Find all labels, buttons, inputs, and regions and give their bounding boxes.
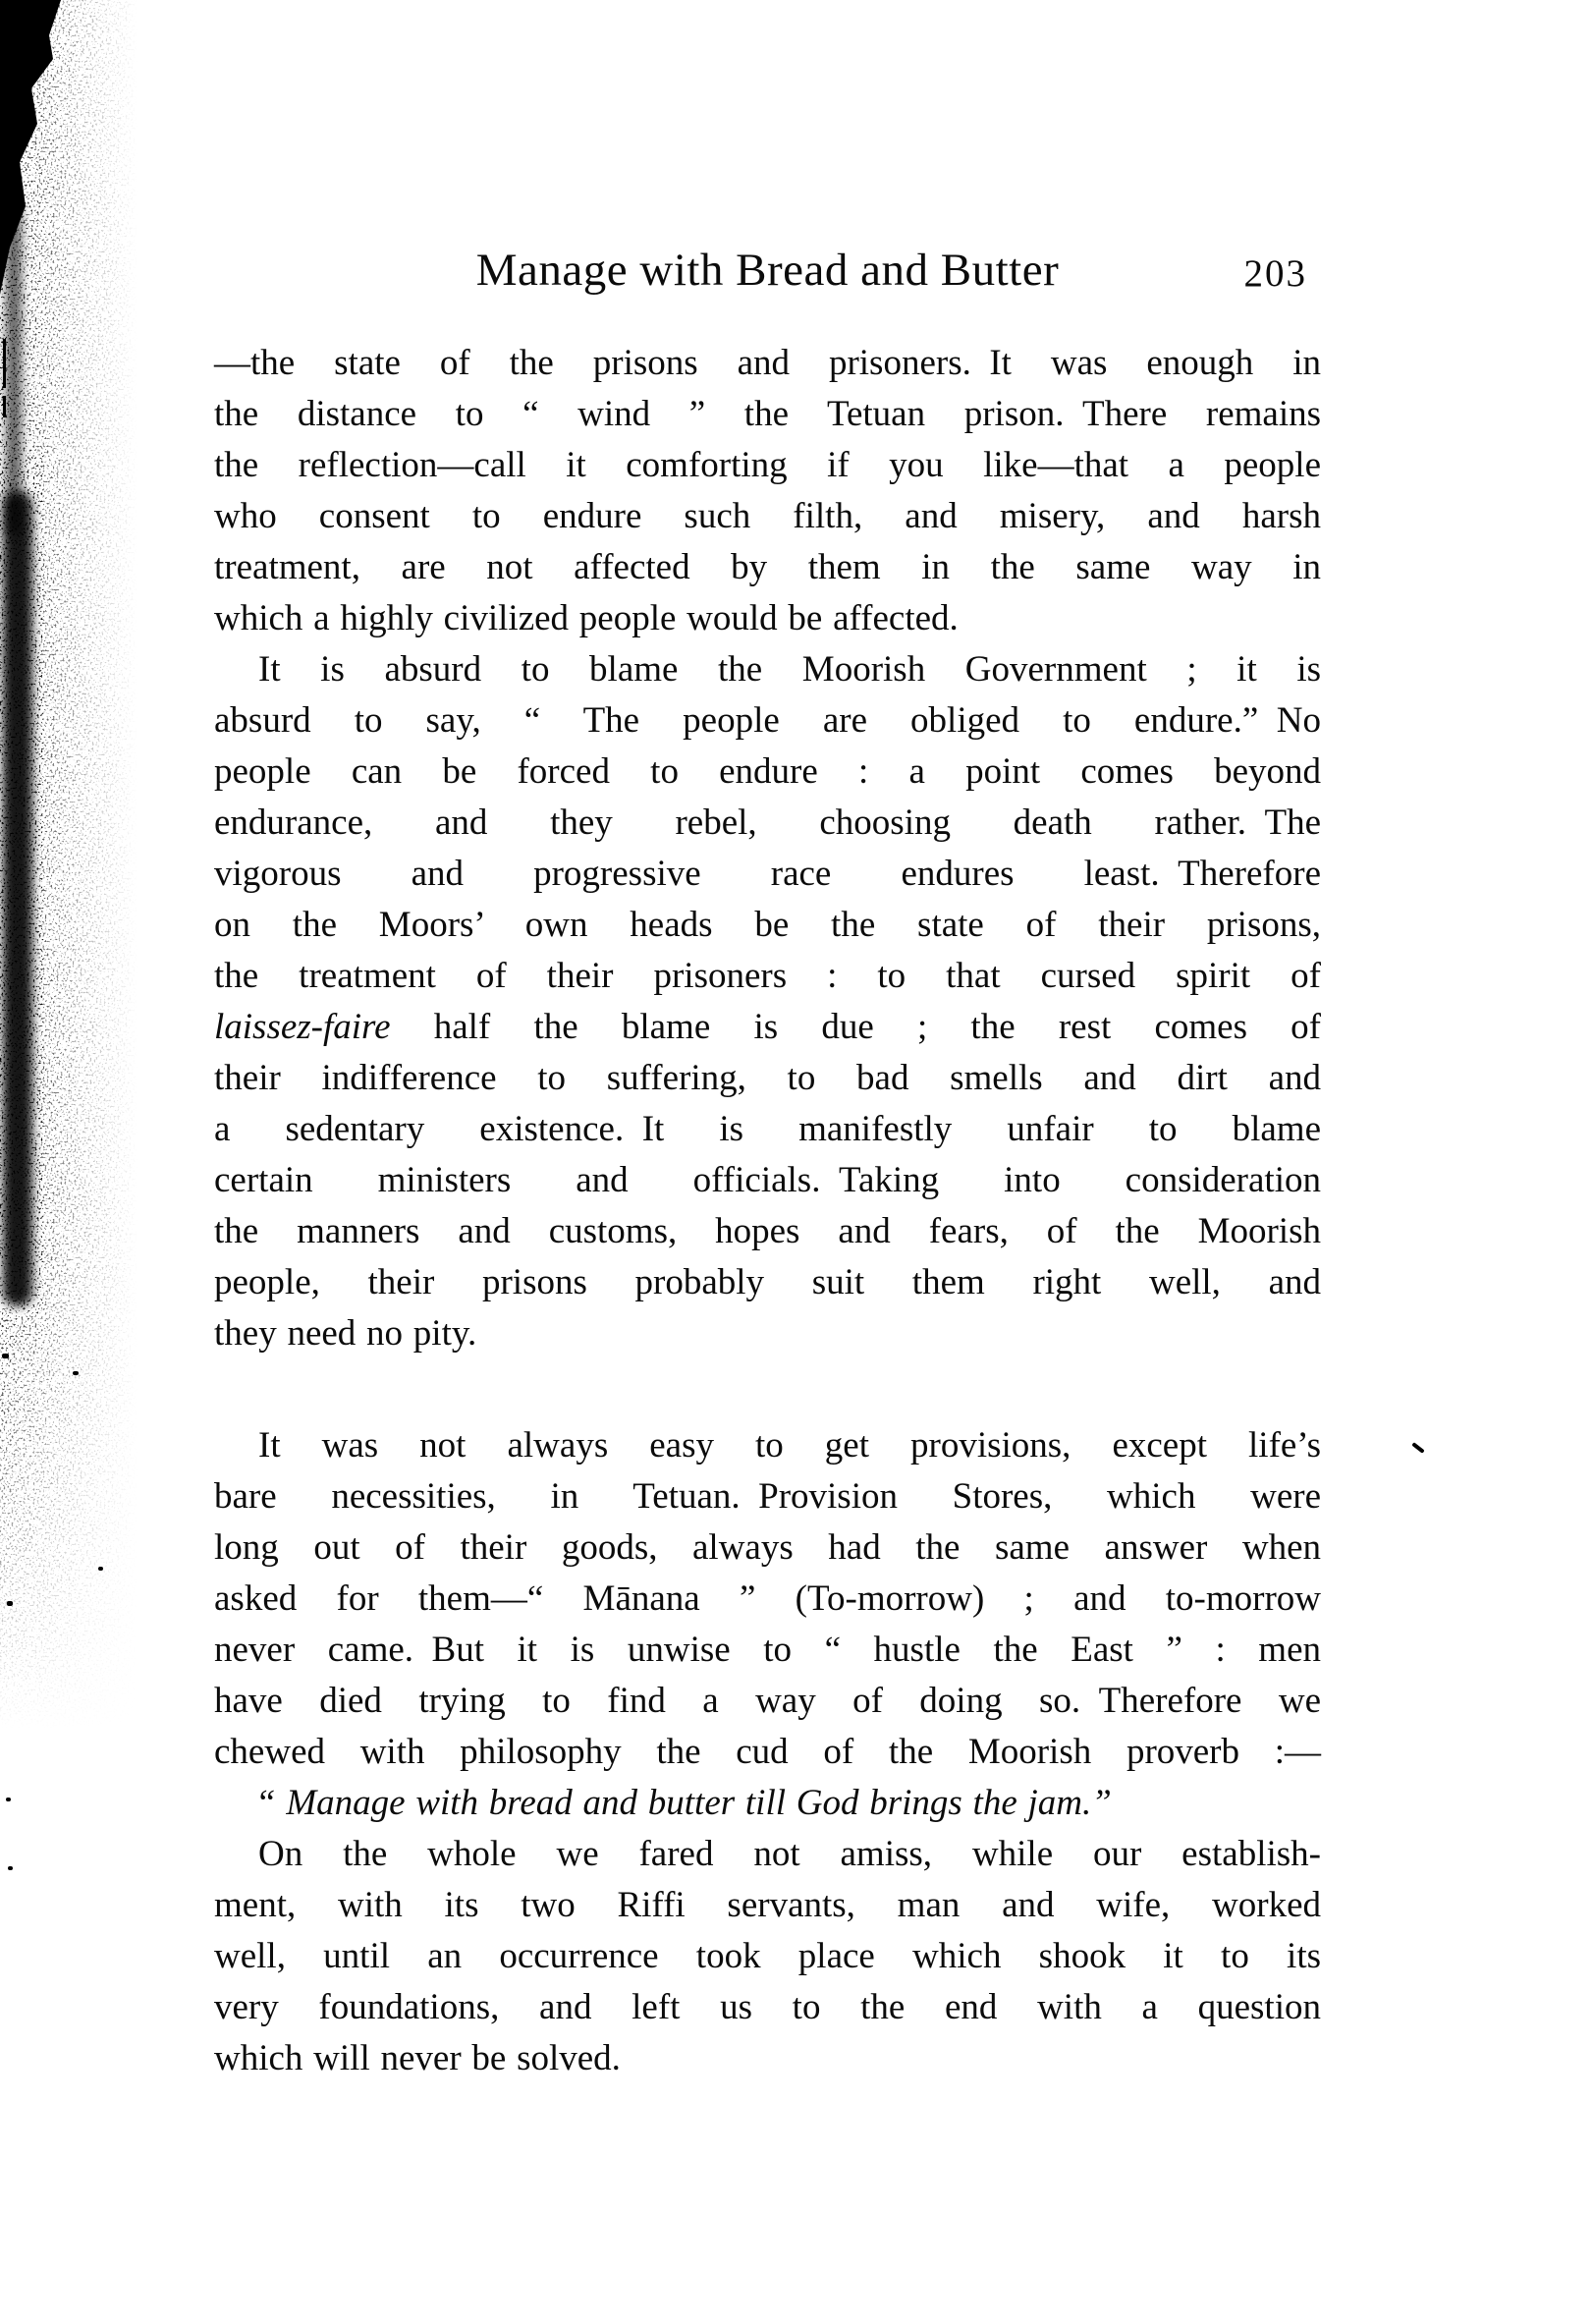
text-line: the reflection—call it comforting if you like—that a people (214, 445, 1321, 485)
paragraph-1 (214, 338, 1321, 644)
proverb-line (214, 1778, 1321, 1829)
margin-speck (3, 396, 6, 417)
margin-speck (1411, 1442, 1424, 1454)
text-line: certain ministers and officials. Taking into consideration (214, 1160, 1321, 1200)
italic-phrase: laissez-faire (214, 1007, 391, 1047)
page-number: 203 (1243, 252, 1307, 295)
text-line: vigorous and progressive race endures least. Therefore (214, 854, 1321, 894)
margin-speck (7, 1601, 13, 1606)
gutter-blob (0, 0, 69, 295)
text-line: people can be forced to endure : a point comes beyond (214, 751, 1321, 792)
text-line: on the Moors’ own heads be the state of their prisons, (214, 905, 1321, 945)
paragraph-4 (214, 1829, 1321, 2084)
speckle-noise-band (0, 0, 137, 1729)
text-line: have died trying to find a way of doing so. Therefore we (214, 1681, 1321, 1721)
gutter-streak (3, 491, 32, 1306)
page-header (214, 243, 1321, 311)
running-title: Manage with Bread and Butter (475, 245, 1060, 296)
text-line: they need no pity. (214, 1313, 477, 1354)
text-line: long out of their goods, always had the same answer when (214, 1527, 1321, 1568)
text-line: treatment, are not affected by them in the same way in (214, 547, 1321, 587)
text-line: ment, with its two Riffi servants, man and wife, worked (214, 1885, 1321, 1925)
text-line: On the whole we fared not amiss, while our establish- (258, 1834, 1321, 1874)
text-line: which a highly civilized people would be affected. (214, 598, 959, 638)
margin-speck (98, 1567, 103, 1571)
gutter-streak-upper (6, 201, 22, 535)
text-line: their indifference to suffering, to bad smells and dirt and (214, 1058, 1321, 1098)
text-line: the manners and customs, hopes and fears, of the Moorish (214, 1211, 1321, 1251)
text-line: bare necessities, in Tetuan. Provision Stores, which were (214, 1476, 1321, 1517)
text-line: It is absurd to blame the Moorish Government ; it is (258, 649, 1321, 690)
text-line: very foundations, and left us to the end with a question (214, 1987, 1321, 2027)
proverb-text: “ Manage with bread and butter till God brings the jam.” (255, 1783, 1112, 1823)
text-line: a sedentary existence. It is manifestly unfair to blame (214, 1109, 1321, 1149)
text-line: the distance to “ wind ” the Tetuan prison. There remains (214, 394, 1321, 434)
margin-speck (2, 1354, 9, 1358)
text-line: —the state of the prisons and prisoners. It was enough in (214, 343, 1321, 383)
margin-speck (8, 1866, 13, 1870)
paragraph-3 (214, 1420, 1321, 1778)
text-line: people, their prisons probably suit them right well, and (214, 1262, 1321, 1302)
margin-speck (3, 339, 6, 388)
text-line: who consent to endure such filth, and misery, and harsh (214, 496, 1321, 536)
margin-speck (73, 1371, 79, 1375)
text-line: well, until an occurrence took place which shook it to its (214, 1936, 1321, 1976)
text-line: endurance, and they rebel, choosing death rather. The (214, 802, 1321, 843)
text-line: which will never be solved. (214, 2038, 621, 2078)
text-block (214, 338, 1321, 2084)
text-line: the treatment of their prisoners : to that cursed spirit of (214, 956, 1321, 996)
text-line: chewed with philosophy the cud of the Moorish proverb :— (214, 1732, 1321, 1772)
text-line: never came. But it is unwise to “ hustle the East ” : men (214, 1630, 1321, 1670)
text-line-with-italic (214, 1002, 1321, 1053)
text-line: asked for them—“ Mānana ” (To-morrow) ; and to-morrow (214, 1578, 1321, 1619)
text-segment: half the blame is due ; the rest comes of (390, 1007, 1321, 1047)
margin-speck (6, 1798, 11, 1801)
text-line: absurd to say, “ The people are obliged to endure.” No (214, 700, 1321, 741)
text-line: It was not always easy to get provisions, except life’s (258, 1425, 1321, 1466)
paragraph-2 (214, 644, 1321, 1359)
